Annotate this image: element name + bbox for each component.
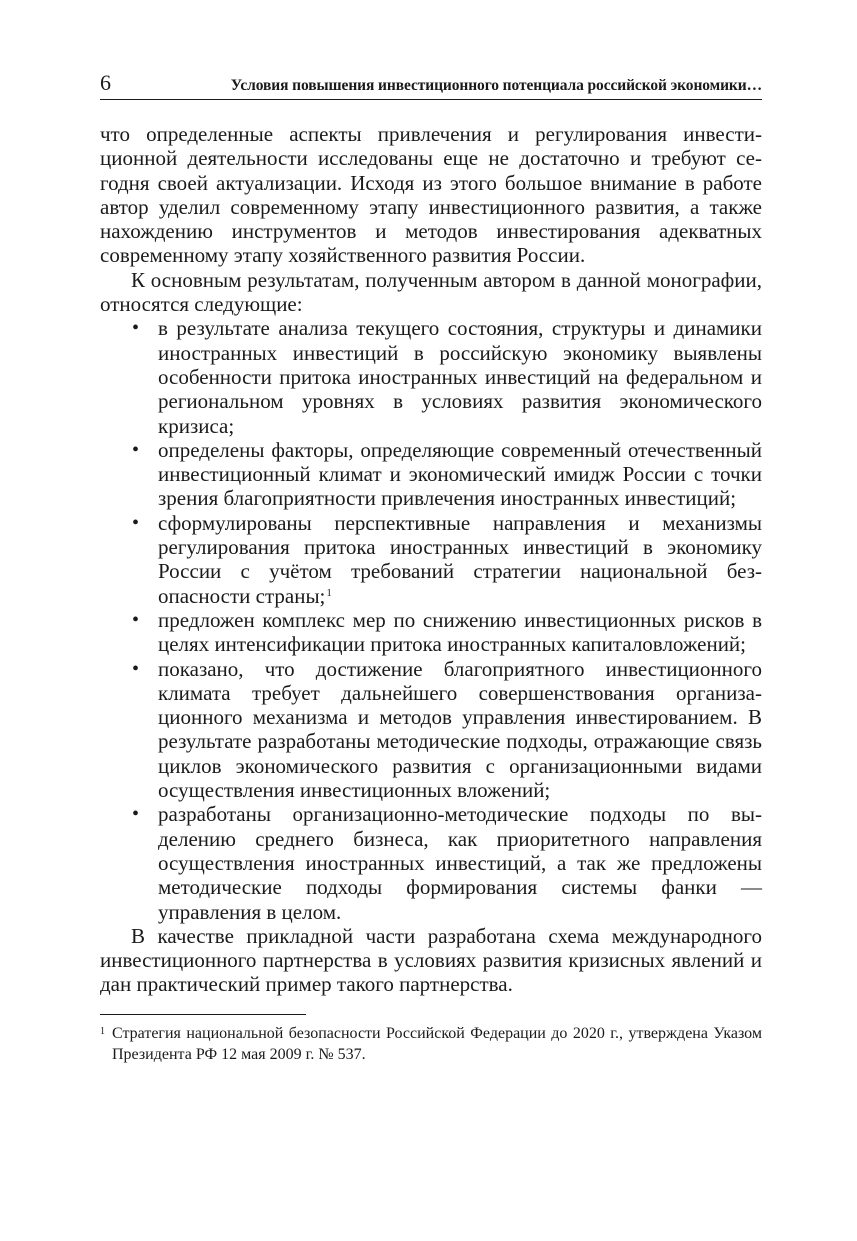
list-item	[100, 802, 762, 923]
footnote	[100, 1023, 762, 1065]
list-item	[100, 608, 762, 657]
list-item	[100, 657, 762, 803]
list-item	[100, 316, 762, 437]
list-item	[100, 511, 762, 608]
list-item-text: предложен комплекс мер по снижению инвестиционных рисков в целях интенсификации притока иностранных капиталовложений;	[158, 607, 762, 657]
paragraph-results-lead: К основным результатам, полученным автором в данной монографии, относятся следующие:	[100, 267, 762, 317]
bullet-icon: •	[132, 608, 140, 631]
list-item-text: в результате анализа текущего состояния, структуры и динамики иностранных инвестиций в российскую экономику выявлены особенности притока иностранных инвестиций на федеральном и региональном уровнях в условиях развития экономического кризиса;	[158, 316, 762, 438]
bullet-icon: •	[132, 657, 140, 680]
bullet-icon: •	[132, 438, 140, 461]
running-header	[100, 70, 762, 100]
list-item-text: показано, что достижение благоприятного инвестиционного климата требует дальнейшего совершенствования организационного механизма и методов управления инвестированием. В результате разработаны методические подходы, отражающие связь циклов экономического развития с организационными видами осуществления инвестиционных вложений;	[158, 656, 762, 803]
footnote-text: Стратегия национальной безопасности Российской Федерации до 2020 г., утверждена Указом Президента РФ 12 мая 2009 г. № 537.	[112, 1024, 762, 1063]
list-item	[100, 438, 762, 511]
footnote-reference[interactable]: 1	[326, 586, 332, 599]
footnote-mark: 1	[100, 1025, 105, 1037]
list-item-text: определены факторы, определяющие современный отечественный инвестиционный климат и экономический имидж России с точки зрения благоприятности привлечения иностранных инвестиций;	[158, 437, 762, 511]
results-list	[100, 316, 762, 923]
book-page	[100, 70, 762, 1065]
footnote-divider	[100, 1014, 306, 1015]
list-item-text: сформулированы перспективные направления и механизмы регулирования притока иностранных инвестиций в экономику России с учётом требований стратегии национальной безопасности страны;	[158, 510, 762, 608]
paragraph-applied: В качестве прикладной части разработана схема международного инвестиционного партнерства в условиях развития кризисных явлений и дан практический пример такого партнерства.	[100, 923, 762, 997]
paragraph-intro: что определенные аспекты привлечения и регулирования инвестиционной деятельности исследованы еще не достаточно и требуют сегодня своей актуализации. Исходя из этого большое внимание в работе автор уделил современному этапу инвестиционного развития, а также нахождению инструментов и методов инвестирования адекватных современному этапу хозяйственного развития России.	[100, 122, 762, 268]
bullet-icon: •	[132, 317, 140, 340]
bullet-icon: •	[132, 511, 140, 534]
page-number: 6	[100, 70, 111, 95]
running-title: Условия повышения инвестиционного потенциала российской экономики…	[230, 77, 762, 94]
list-item-text: разработаны организационно-методические подходы по выделению среднего бизнеса, как приоритетного направления осуществления иностранных инвестиций, а так же предложены методические подходы формирования системы фанки — управления в целом.	[158, 802, 762, 924]
bullet-icon: •	[132, 803, 140, 826]
main-text	[100, 122, 762, 997]
